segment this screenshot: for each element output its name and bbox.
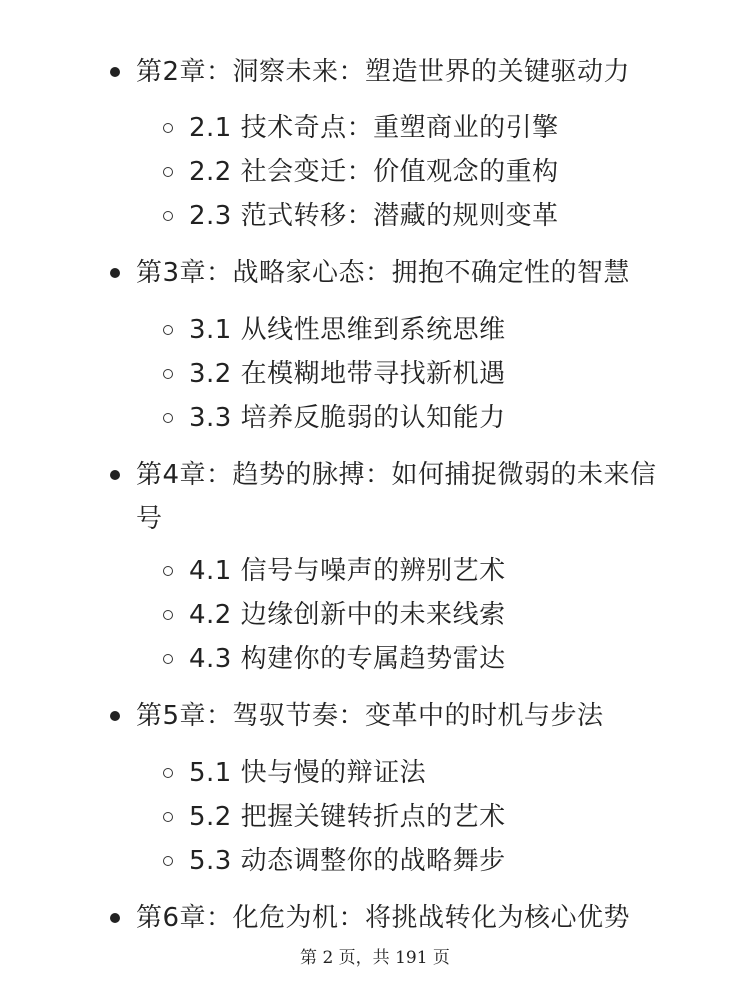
chapter-title: 第2章：洞察未来：塑造世界的关键驱动力 bbox=[136, 57, 631, 87]
toc-section bbox=[163, 352, 683, 396]
section-title: 2.1 技术奇点：重塑商业的引擎 bbox=[189, 113, 559, 143]
toc-section bbox=[163, 839, 683, 883]
toc-section bbox=[163, 106, 683, 150]
section-title: 3.3 培养反脆弱的认知能力 bbox=[189, 403, 506, 433]
page-number-footer: 第 2 页，共 191 页 bbox=[300, 948, 450, 968]
bullet-dot-icon bbox=[110, 913, 120, 923]
toc-section bbox=[163, 795, 683, 839]
toc-section bbox=[163, 751, 683, 795]
bullet-circle-icon bbox=[163, 768, 173, 778]
section-title: 4.3 构建你的专属趋势雷达 bbox=[189, 644, 506, 674]
bullet-circle-icon bbox=[163, 812, 173, 822]
bullet-circle-icon bbox=[163, 369, 173, 379]
bullet-dot-icon bbox=[110, 67, 120, 77]
bullet-circle-icon bbox=[163, 856, 173, 866]
chapter-title: 第5章：驾驭节奏：变革中的时机与步法 bbox=[136, 701, 604, 731]
bullet-circle-icon bbox=[163, 413, 173, 423]
section-title: 5.3 动态调整你的战略舞步 bbox=[189, 846, 506, 876]
toc-section bbox=[163, 194, 683, 238]
toc-section bbox=[163, 637, 683, 681]
toc-section bbox=[163, 593, 683, 637]
section-title: 4.1 信号与噪声的辨别艺术 bbox=[189, 556, 506, 586]
bullet-dot-icon bbox=[110, 268, 120, 278]
chapter-title: 第6章：化危为机：将挑战转化为核心优势 bbox=[136, 903, 631, 933]
bullet-circle-icon bbox=[163, 325, 173, 335]
bullet-dot-icon bbox=[110, 711, 120, 721]
toc-section bbox=[163, 549, 683, 593]
toc-section bbox=[163, 396, 683, 440]
section-title: 2.2 社会变迁：价值观念的重构 bbox=[189, 157, 559, 187]
toc-section bbox=[163, 150, 683, 194]
bullet-circle-icon bbox=[163, 167, 173, 177]
toc-section bbox=[163, 308, 683, 352]
bullet-circle-icon bbox=[163, 123, 173, 133]
section-title: 3.1 从线性思维到系统思维 bbox=[189, 315, 506, 345]
section-title: 4.2 边缘创新中的未来线索 bbox=[189, 600, 506, 630]
section-title: 3.2 在模糊地带寻找新机遇 bbox=[189, 359, 506, 389]
section-title: 5.1 快与慢的辩证法 bbox=[189, 758, 427, 788]
bullet-circle-icon bbox=[163, 566, 173, 576]
bullet-circle-icon bbox=[163, 211, 173, 221]
bullet-circle-icon bbox=[163, 610, 173, 620]
section-title: 2.3 范式转移：潜藏的规则变革 bbox=[189, 201, 559, 231]
bullet-dot-icon bbox=[110, 470, 120, 480]
bullet-circle-icon bbox=[163, 654, 173, 664]
section-title: 5.2 把握关键转折点的艺术 bbox=[189, 802, 506, 832]
chapter-title: 第3章：战略家心态：拥抱不确定性的智慧 bbox=[136, 258, 631, 288]
chapter-title: 第4章：趋势的脉搏：如何捕捉微弱的未来信号 bbox=[136, 460, 657, 534]
